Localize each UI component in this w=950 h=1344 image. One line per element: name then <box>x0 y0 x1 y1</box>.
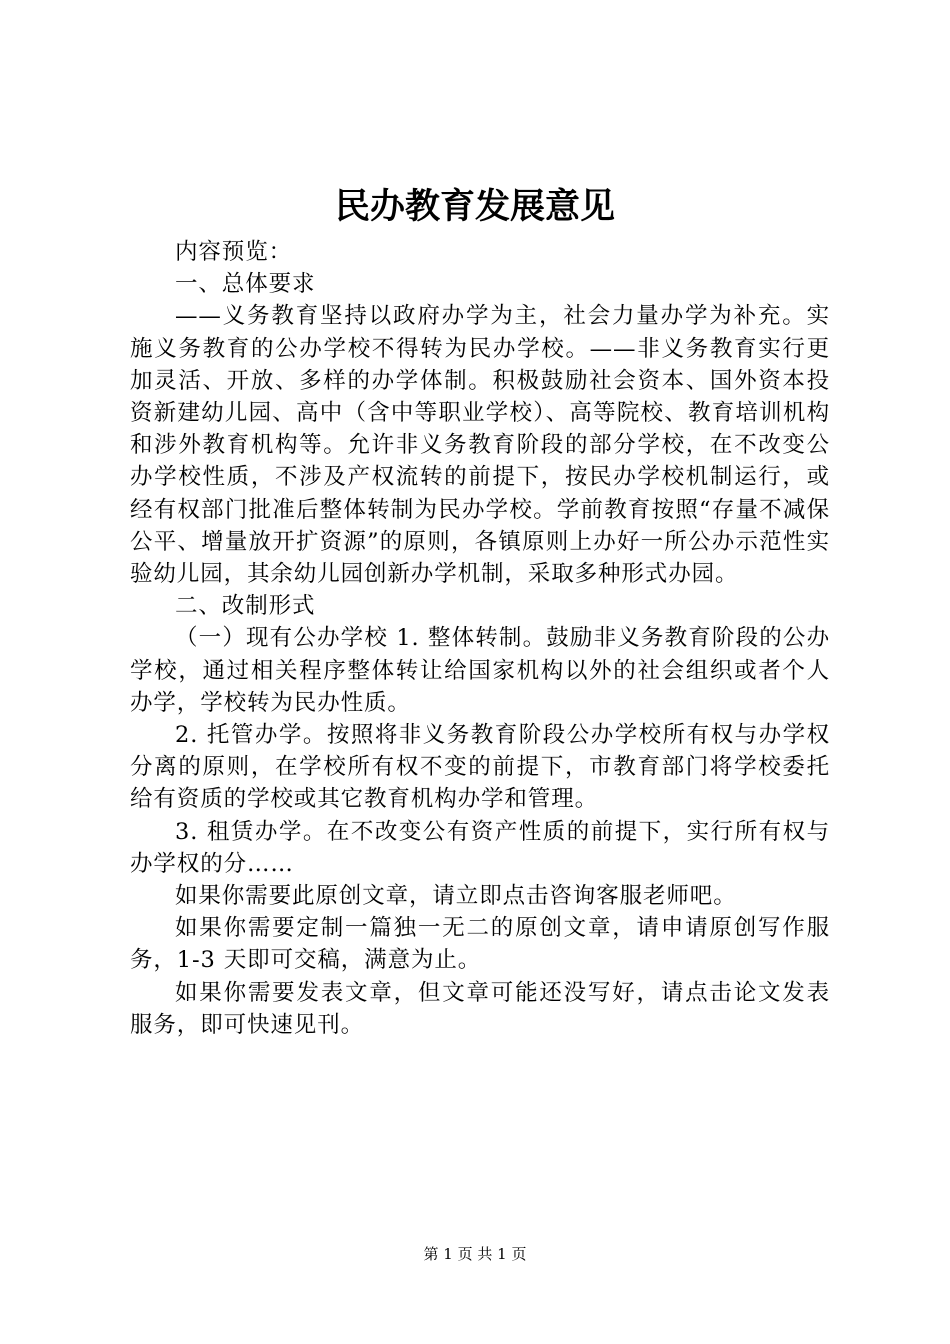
section-heading-general-requirements: 一、总体要求 <box>175 271 316 298</box>
promo-paragraph: 如果你需要此原创文章，请立即点击咨询客服老师吧。 <box>175 883 737 910</box>
page-footer: 第 1 页 共 1 页 <box>423 1245 527 1263</box>
body-paragraph: 3. 租赁办学。在不改变公有资产性质的前提下，实行所有权与办学权的分…… <box>130 818 830 877</box>
section-heading-reform-forms: 二、改制形式 <box>175 593 316 620</box>
promo-paragraph: 如果你需要定制一篇独一无二的原创文章，请申请原创写作服务，1-3 天即可交稿，满意为止。 <box>130 915 830 974</box>
body-paragraph: （一）现有公办学校 1. 整体转制。鼓励非义务教育阶段的公办学校，通过相关程序整体转让给国家机构以外的社会组织或者个人办学，学校转为民办性质。 <box>130 625 830 716</box>
promo-paragraph: 如果你需要发表文章，但文章可能还没写好，请点击论文发表服务，即可快速见刊。 <box>130 979 830 1038</box>
document-title: 民办教育发展意见 <box>334 186 615 227</box>
body-paragraph: ——义务教育坚持以政府办学为主，社会力量办学为补充。实施义务教育的公办学校不得转为民办学校。——非义务教育实行更加灵活、开放、多样的办学体制。积极鼓励社会资本、国外资本投资新建幼儿园、高中（含中等职业学校）、高等院校、教育培训机构和涉外教育机构等。允许非义务教育阶段的部分学校，在不改变公办学校性质，不涉及产权流转的前提下，按民办学校机制运行，或经有权部门批准后整体转制为民办学校。学前教育按照“存量不减保公平、增量放开扩资源”的原则，各镇原则上办好一所公办示范性实验幼儿园，其余幼儿园创新办学机制，采取多种形式办园。 <box>130 303 830 588</box>
preview-label: 内容预览： <box>175 239 293 265</box>
body-paragraph: 2. 托管办学。按照将非义务教育阶段公办学校所有权与办学权分离的原则，在学校所有权不变的前提下，市教育部门将学校委托给有资质的学校或其它教育机构办学和管理。 <box>130 722 830 813</box>
document-body <box>130 236 830 1041</box>
